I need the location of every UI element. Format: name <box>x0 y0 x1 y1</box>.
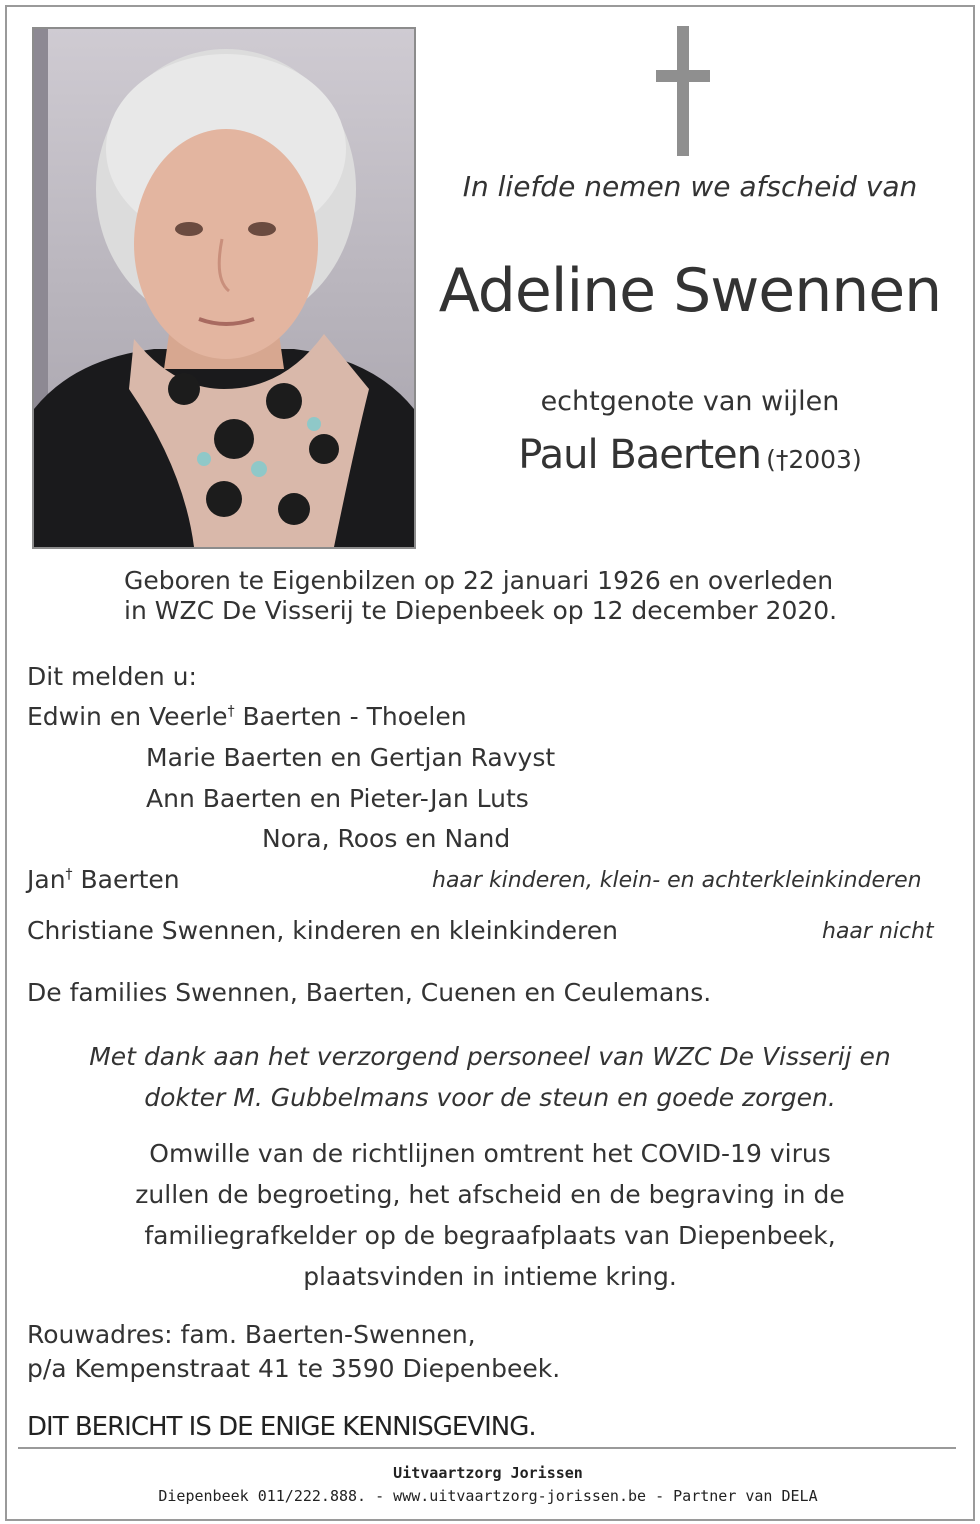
family-edwin <box>27 702 467 731</box>
mourning-address <box>27 1318 560 1386</box>
covid-line: Omwille van de richtlijnen omtrent het COVID-19 virus <box>149 1139 831 1168</box>
family-jan-name: Jan <box>27 865 66 894</box>
dagger-mark: † <box>227 703 235 720</box>
thanks-line-1: Met dank aan het verzorgend personeel van WZC De Visserij en <box>89 1042 891 1071</box>
cross-icon <box>656 26 710 156</box>
footer-divider <box>18 1447 956 1449</box>
footer-company: Uitvaartzorg Jorissen <box>393 1464 583 1482</box>
address-line-1: Rouwadres: fam. Baerten-Swennen, <box>27 1320 476 1349</box>
notice-text: DIT BERICHT IS DE ENIGE KENNISGEVING. <box>27 1412 536 1442</box>
families-line: De families Swennen, Baerten, Cuenen en Ceulemans. <box>27 978 712 1007</box>
family-jan-rest: Baerten <box>72 865 180 894</box>
spouse-death: (†2003) <box>766 445 862 474</box>
family-edwin-rest: Baerten - Thoelen <box>234 702 467 731</box>
christiane-relation: haar nicht <box>822 919 934 944</box>
portrait-photo <box>32 27 416 549</box>
covid-line: plaatsvinden in intieme kring. <box>303 1262 677 1291</box>
spouse-line <box>430 432 950 478</box>
footer-contact: Diepenbeek 011/222.888. - www.uitvaartzorg-jorissen.be - Partner van DELA <box>158 1487 818 1505</box>
intro-text: In liefde nemen we afscheid van <box>462 170 918 203</box>
covid-line: zullen de begroeting, het afscheid en de begraving in de <box>135 1180 845 1209</box>
family-christiane: Christiane Swennen, kinderen en kleinkinderen <box>27 916 618 945</box>
thanks-text <box>30 1036 950 1118</box>
address-line-2: p/a Kempenstraat 41 te 3590 Diepenbeek. <box>27 1354 561 1383</box>
family-jan <box>27 865 180 894</box>
covid-line: familiegrafkelder op de begraafplaats van Diepenbeek, <box>144 1221 836 1250</box>
thanks-line-2: dokter M. Gubbelmans voor de steun en goede zorgen. <box>144 1083 836 1112</box>
deceased-name: Adeline Swennen <box>438 256 942 326</box>
family-grandkids: Nora, Roos en Nand <box>262 824 511 853</box>
cross-horizontal <box>656 70 710 82</box>
covid-text <box>30 1133 950 1297</box>
birth-line-2: in WZC De Visserij te Diepenbeek op 12 december 2020. <box>124 596 838 625</box>
birth-death-text <box>124 566 837 626</box>
family-edwin-name: Edwin en Veerle <box>27 702 228 731</box>
spouse-label: echtgenote van wijlen <box>540 386 840 417</box>
cross-vertical <box>677 26 689 156</box>
family-ann: Ann Baerten en Pieter-Jan Luts <box>146 784 529 813</box>
children-relation: haar kinderen, klein- en achterkleinkinderen <box>432 868 922 893</box>
portrait-image <box>34 29 414 547</box>
spouse-name: Paul Baerten <box>518 432 761 478</box>
dagger-mark: † <box>65 866 73 883</box>
birth-line-1: Geboren te Eigenbilzen op 22 januari 1926 en overleden <box>124 566 834 595</box>
family-marie: Marie Baerten en Gertjan Ravyst <box>146 743 556 772</box>
announce-label: Dit melden u: <box>27 662 197 691</box>
